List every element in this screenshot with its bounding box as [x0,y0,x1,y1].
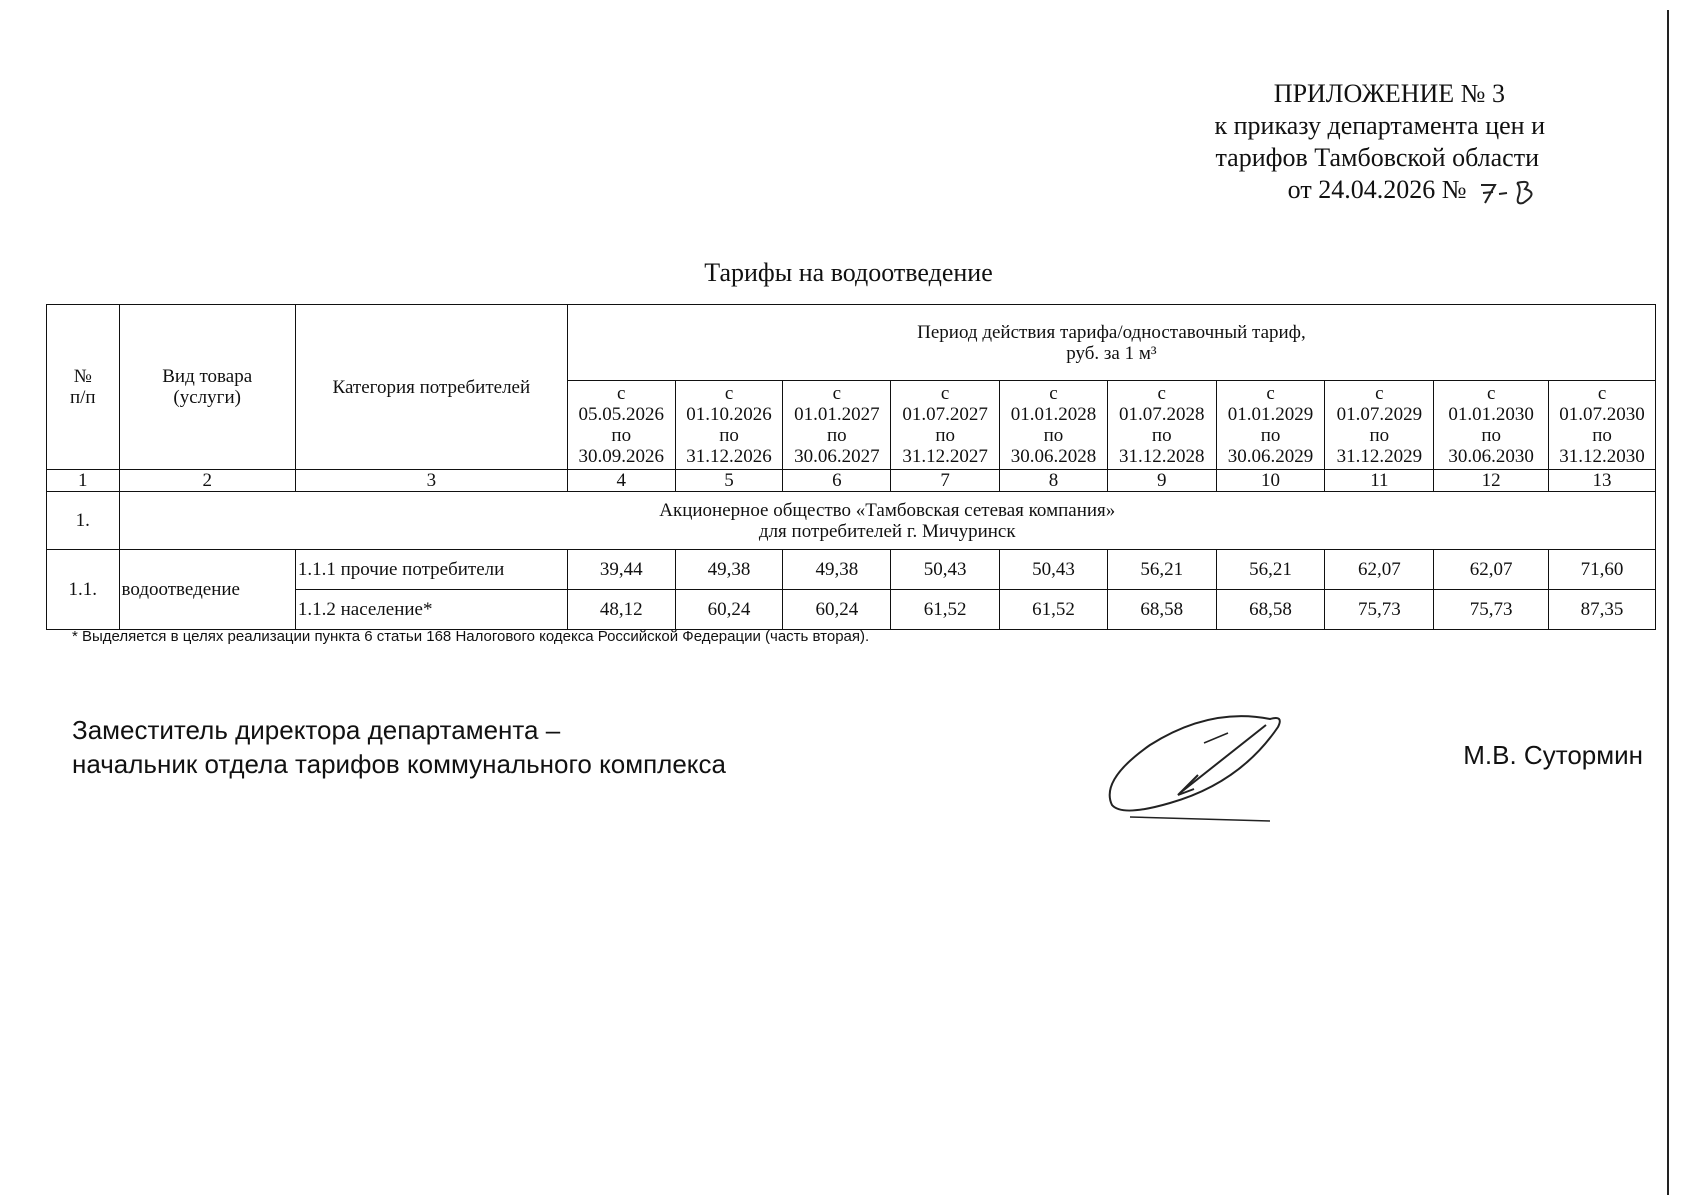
category-cell: 1.1.1 прочие потребители [295,550,567,590]
footnote: * Выделяется в целях реализации пункта 6 статьи 168 Налогового кодекса Российской Федерации (часть вторая). [72,628,870,645]
appendix-department-line: тарифов Тамбовской области [1215,143,1539,172]
period-header-line2: руб. за 1 м³ [1066,342,1157,364]
appendix-date-line [1215,174,1545,207]
period-6: с 01.01.2027 по 30.06.2027 [783,381,891,470]
period-9: с 01.07.2028 по 31.12.2028 [1107,381,1216,470]
tariff-value: 61,52 [891,590,1000,630]
tariff-value: 61,52 [1000,590,1108,630]
handwritten-signature [1100,705,1300,825]
tariff-value: 48,12 [567,590,675,630]
tariff-value: 50,43 [1000,550,1108,590]
position-line1: Заместитель директора департамента – [72,715,561,745]
period-13: с 01.07.2030 по 31.12.2030 [1549,381,1656,470]
column-index-row: 1 2 3 4 5 6 7 8 9 10 11 12 13 [47,470,1656,492]
tariff-value: 68,58 [1107,590,1216,630]
period-7: с 01.07.2027 по 31.12.2027 [891,381,1000,470]
row-number: 1.1. [47,550,120,630]
org-number: 1. [47,492,120,550]
tariff-value: 71,60 [1549,550,1656,590]
org-name-line2: для потребителей г. Мичуринск [758,520,1016,542]
tariff-value: 62,07 [1325,550,1434,590]
appendix-title: ПРИЛОЖЕНИЕ № 3 [1273,79,1505,108]
category-cell: 1.1.2 население* [295,590,567,630]
page-edge-line [1667,10,1669,1195]
organization-row [47,492,1656,550]
table-row [47,550,1656,590]
table-title: Тарифы на водоотведение [704,258,993,287]
period-header [567,305,1655,381]
tariff-value: 68,58 [1216,590,1325,630]
col-number-header: № п/п [47,305,120,470]
period-5: с 01.10.2026 по 31.12.2026 [675,381,783,470]
org-name-line1: Акционерное общество «Тамбовская сетевая компания» [659,499,1116,521]
tariff-table [46,304,1656,630]
period-8: с 01.01.2028 по 30.06.2028 [1000,381,1108,470]
tariff-value: 87,35 [1549,590,1656,630]
tariff-value: 56,21 [1107,550,1216,590]
tariff-value: 60,24 [675,590,783,630]
position-line2: начальник отдела тарифов коммунального комплекса [72,749,726,779]
org-name [119,492,1655,550]
signer-name: М.В. Сутормин [1463,740,1643,770]
signatory-position [72,713,726,781]
tariff-value: 50,43 [891,550,1000,590]
period-header-line1: Период действия тарифа/одноставочный тариф, [917,321,1306,343]
period-11: с 01.07.2029 по 31.12.2029 [1325,381,1434,470]
service-name: водоотведение [119,550,295,630]
tariff-value: 49,38 [783,550,891,590]
period-12: с 01.01.2030 по 30.06.2030 [1434,381,1549,470]
appendix-header [1215,78,1545,207]
tariff-value: 75,73 [1325,590,1434,630]
appendix-date: от 24.04.2026 № [1287,175,1467,204]
col-category-header: Категория потребителей [295,305,567,470]
period-4: с 05.05.2026 по 30.09.2026 [567,381,675,470]
tariff-value: 60,24 [783,590,891,630]
period-10: с 01.01.2029 по 30.06.2029 [1216,381,1325,470]
col-service-header: Вид товара (услуги) [119,305,295,470]
tariff-value: 62,07 [1434,550,1549,590]
tariff-value: 49,38 [675,550,783,590]
handwritten-order-number [1473,177,1545,207]
appendix-order-line: к приказу департамента цен и [1214,111,1545,140]
tariff-value: 75,73 [1434,590,1549,630]
tariff-value: 56,21 [1216,550,1325,590]
tariff-value: 39,44 [567,550,675,590]
